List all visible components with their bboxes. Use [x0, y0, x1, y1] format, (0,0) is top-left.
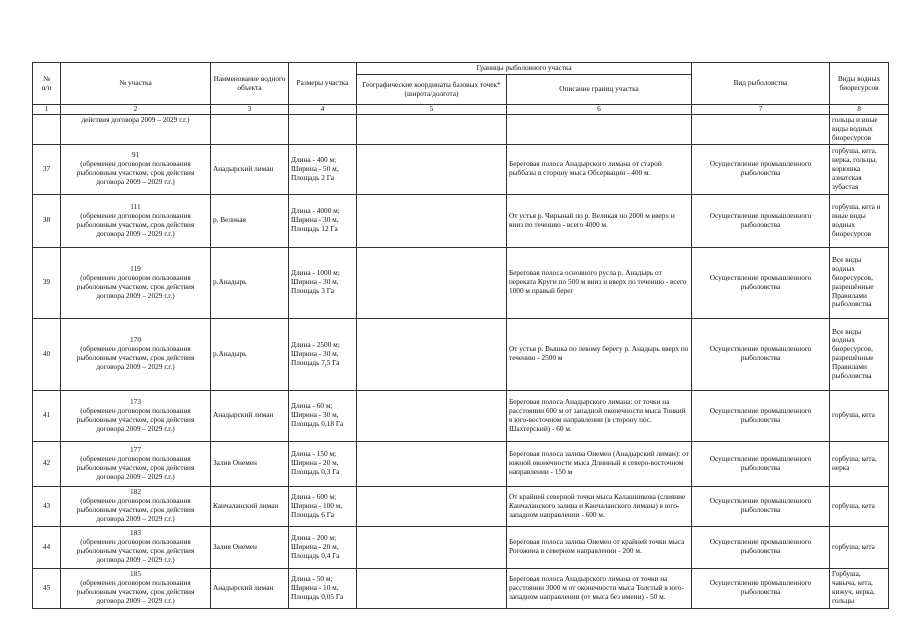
- plot-cell: [61, 526, 211, 568]
- header-description: Описание границ участка: [507, 75, 692, 105]
- table-row: [33, 486, 889, 526]
- water-body-cell: Залив Онемен: [211, 441, 289, 486]
- species-cell: Все виды водных биоресурсов, разрешённые Правилами рыболовства: [830, 247, 889, 318]
- coords-cell: [357, 247, 507, 318]
- column-number-row: [33, 105, 889, 115]
- plot-encumbrance-note: (обременен договором пользования рыболовным участком, срок действия договора 2009 – 2029 г.г.): [76, 453, 195, 481]
- table-row-continued: [33, 115, 889, 145]
- header-size: Размеры участка: [289, 63, 357, 105]
- header-coords: Географические координаты базовых точек* (широта/долгота): [357, 75, 507, 105]
- water-body-cell: р.Анадырь: [211, 318, 289, 390]
- size-cell: Длина - 50 м; Ширина - 10 м, Площадь 0,05 Га: [289, 568, 357, 608]
- plot-encumbrance-note: (обременен договором пользования рыболовным участком, срок действия договора 2009 – 2029 г.г.): [76, 405, 195, 433]
- water-body-cell: Залив Онемен: [211, 526, 289, 568]
- row-number: 42: [33, 441, 61, 486]
- coords-cell: [357, 144, 507, 194]
- plot-number: 185: [130, 569, 141, 579]
- species-cell: горбуша, кета: [830, 390, 889, 441]
- plot-cell: [61, 441, 211, 486]
- row-number: 40: [33, 318, 61, 390]
- fishing-plots-table: [32, 62, 889, 609]
- plot-number: 183: [130, 528, 141, 538]
- plot-number: 170: [130, 335, 141, 345]
- header-plot: № участка: [61, 63, 211, 105]
- column-number: 1: [33, 105, 61, 115]
- table-row: [33, 568, 889, 608]
- coords-cell: [357, 526, 507, 568]
- row-number: 43: [33, 486, 61, 526]
- water-body-cell: Анадырский лиман: [211, 144, 289, 194]
- description-cell: Береговая полоса залива Онемен от крайней точки мыса Рогожина в северном направлении - 200 м.: [507, 526, 692, 568]
- header-no: № п/п: [33, 63, 61, 105]
- fishing-type-cell: Осуществление промышленного рыболовства: [692, 390, 830, 441]
- fishing-type-cell: Осуществление промышленного рыболовства: [692, 194, 830, 247]
- fishing-type-cell: Осуществление промышленного рыболовства: [692, 568, 830, 608]
- coords-cell: [357, 486, 507, 526]
- size-cell: Длина - 1000 м; Ширина - 30 м, Площадь 3 Га: [289, 247, 357, 318]
- column-number: 7: [692, 105, 830, 115]
- coords-cell: [357, 194, 507, 247]
- table-row: [33, 441, 889, 486]
- size-cell: Длина - 200 м; Ширина - 20 м, Площадь 0,4 Га: [289, 526, 357, 568]
- row-number: 44: [33, 526, 61, 568]
- plot-cell: [61, 144, 211, 194]
- size-cell: Длина - 2500 м; Ширина - 30 м, Площадь 7,5 Га: [289, 318, 357, 390]
- column-number: 8: [830, 105, 889, 115]
- plot-encumbrance-note: (обременен договором пользования рыболовным участком, срок действия договора 2009 – 2029 г.г.): [76, 159, 195, 187]
- plot-encumbrance-note: (обременен договором пользования рыболовным участком, срок действия договора 2009 – 2029 г.г.): [76, 210, 195, 238]
- table-row: [33, 194, 889, 247]
- coords-cell: [357, 318, 507, 390]
- fishing-type-cell: [692, 115, 830, 145]
- species-cell: гольцы и иные виды водных биоресурсов: [830, 115, 889, 145]
- fishing-type-cell: Осуществление промышленного рыболовства: [692, 144, 830, 194]
- column-number: 2: [61, 105, 211, 115]
- water-body-cell: Анадырский лиман: [211, 568, 289, 608]
- row-number: 38: [33, 194, 61, 247]
- species-cell: Горбуша, чавыча, кета, кижуч, нерка, гольцы: [830, 568, 889, 608]
- plot-number: 111: [130, 201, 141, 211]
- species-cell: горбуша, кета: [830, 486, 889, 526]
- header-species: Виды водных биоресурсов: [830, 63, 889, 105]
- description-cell: [507, 115, 692, 145]
- plot-number: 182: [130, 487, 141, 497]
- plot-number: 173: [130, 396, 141, 406]
- table-row: [33, 526, 889, 568]
- plot-cell: [61, 390, 211, 441]
- size-cell: [289, 115, 357, 145]
- row-number: 39: [33, 247, 61, 318]
- fishing-type-cell: Осуществление промышленного рыболовства: [692, 486, 830, 526]
- plot-encumbrance-note: (обременен договором пользования рыболовным участком, срок действия договора 2009 – 2029 г.г.): [76, 578, 195, 606]
- fishing-type-cell: Осуществление промышленного рыболовства: [692, 318, 830, 390]
- water-body-cell: р.Анадырь: [211, 247, 289, 318]
- column-number: 3: [211, 105, 289, 115]
- size-cell: Длина - 400 м; Ширина - 50 м, Площадь 2 Га: [289, 144, 357, 194]
- water-body-cell: р. Великая: [211, 194, 289, 247]
- size-cell: Длина - 600 м; Ширина - 100 м, Площадь 6 Га: [289, 486, 357, 526]
- plot-cell: [61, 486, 211, 526]
- size-cell: Длина - 60 м; Ширина - 30 м, Площадь 0,18 Га: [289, 390, 357, 441]
- description-cell: От устья р. Вышка по левому берегу р. Анадырь вверх по течению - 2500 м: [507, 318, 692, 390]
- plot-number: 119: [130, 263, 141, 273]
- plot-cell: [61, 568, 211, 608]
- description-cell: Береговая полоса основного русла р. Анадырь от переката Круги по 500 м вниз и вверх по течению - всего 1000 м правый берег: [507, 247, 692, 318]
- row-number: [33, 115, 61, 145]
- header-fishing-type: Вид рыболовства: [692, 63, 830, 105]
- coords-cell: [357, 390, 507, 441]
- fishing-type-cell: Осуществление промышленного рыболовства: [692, 526, 830, 568]
- description-cell: Береговая полоса Анадырского лимана от старой рыббазы в сторону мыса Обсервации - 400 м.: [507, 144, 692, 194]
- header-water-body: Наименование водного объекта: [211, 63, 289, 105]
- column-number: 6: [507, 105, 692, 115]
- plot-encumbrance-note: (обременен договором пользования рыболовным участком, срок действия договора 2009 – 2029 г.г.): [76, 537, 195, 565]
- row-number: 41: [33, 390, 61, 441]
- size-cell: Длина - 4000 м; Ширина - 30 м, Площадь 12 Га: [289, 194, 357, 247]
- row-number: 45: [33, 568, 61, 608]
- plot-cell: [61, 194, 211, 247]
- species-cell: горбуша, кета, нерка: [830, 441, 889, 486]
- species-cell: Все виды водных биоресурсов, разрешённые Правилами рыболовства: [830, 318, 889, 390]
- species-cell: горбуша, кета и иные виды водных биоресурсов: [830, 194, 889, 247]
- fishing-type-cell: Осуществление промышленного рыболовства: [692, 441, 830, 486]
- coords-cell: [357, 568, 507, 608]
- column-number: 4: [289, 105, 357, 115]
- column-number: 5: [357, 105, 507, 115]
- plot-cell: [61, 247, 211, 318]
- row-number: 37: [33, 144, 61, 194]
- fishing-type-cell: Осуществление промышленного рыболовства: [692, 247, 830, 318]
- table-row: [33, 144, 889, 194]
- species-cell: горбуша, кета, нерка, гольцы, корюшка азиатская зубастая: [830, 144, 889, 194]
- table-row: [33, 247, 889, 318]
- size-cell: Длина - 150 м; Ширина - 20 м, Площадь 0,3 Га: [289, 441, 357, 486]
- plot-encumbrance-note: (обременен договором пользования рыболовным участком, срок действия договора 2009 – 2029 г.г.): [76, 272, 195, 300]
- header-bounds-group: Границы рыболовного участка: [357, 63, 692, 75]
- table-row: [33, 318, 889, 390]
- description-cell: От крайней северной точки мыса Калашникова (слияние Канчаланского залива и Канчаланского лимана) в юго-западном направлении - 600 м.: [507, 486, 692, 526]
- coords-cell: [357, 115, 507, 145]
- plot-number: 177: [130, 444, 141, 454]
- description-cell: Береговая полоса залива Онемен (Анадырский лиман): от южной оконечности мыса Длинный в северо-восточном направлении - 150 м: [507, 441, 692, 486]
- species-cell: горбуша, кета: [830, 526, 889, 568]
- water-body-cell: [211, 115, 289, 145]
- description-cell: Береговая полоса Анадырского лимана: от точки на расстоянии 600 м от западной оконечности мыса Тонкий в юго-восточном направлении (в сторону пос. Шахтерский) - 60 м.: [507, 390, 692, 441]
- plot-cell: [61, 318, 211, 390]
- plot-encumbrance-note: (обременен договором пользования рыболовным участком, срок действия договора 2009 – 2029 г.г.): [76, 344, 195, 372]
- description-cell: Береговая полоса Анадырского лимана от точки на расстоянии 3000 м от оконечности мыса Толстый в юго-западном направлении (от мыса без имени) - 50 м.: [507, 568, 692, 608]
- description-cell: От устья р. Чирынай по р. Великая по 2000 м вверх и вниз по течению - всего 4000 м.: [507, 194, 692, 247]
- water-body-cell: Канчаланский лиман: [211, 486, 289, 526]
- plot-cell: действия договора 2009 – 2029 г.г.): [61, 115, 211, 145]
- water-body-cell: Анадырский лиман: [211, 390, 289, 441]
- table-row: [33, 390, 889, 441]
- coords-cell: [357, 441, 507, 486]
- plot-number: 91: [131, 150, 140, 160]
- plot-encumbrance-note: (обременен договором пользования рыболовным участком, срок действия договора 2009 – 2029 г.г.): [76, 496, 195, 524]
